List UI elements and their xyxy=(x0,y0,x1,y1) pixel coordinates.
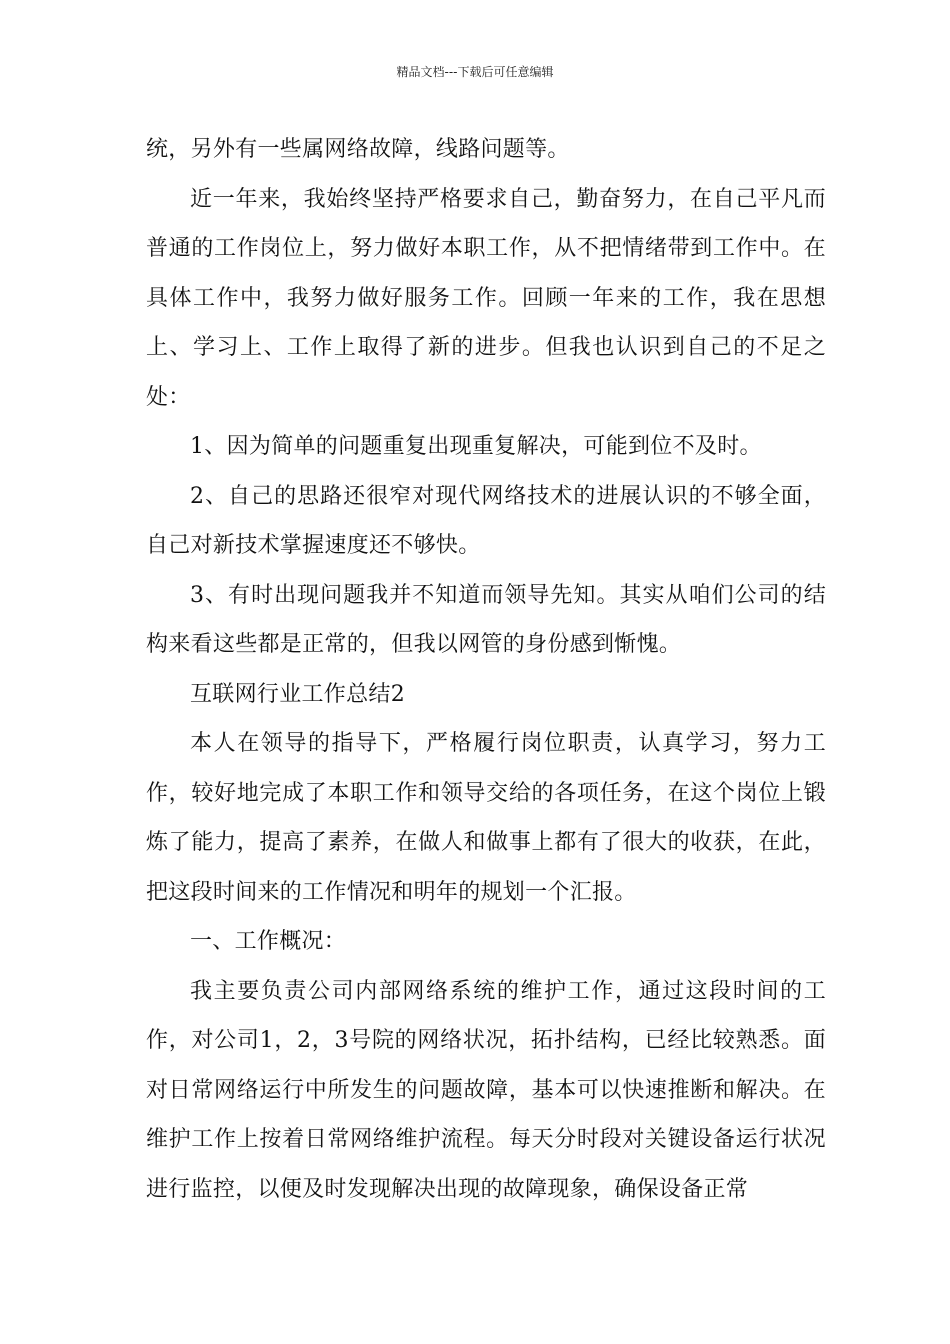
paragraph-shortcoming-2: 2、自己的思路还很窄对现代网络技术的进展认识的不够全面，自己对新技术掌握速度还不够快。 xyxy=(146,483,826,558)
section-heading-overview: 一、工作概况： xyxy=(190,929,347,954)
document-body xyxy=(146,125,826,1214)
paragraph-year-review: 近一年来，我始终坚持严格要求自己，勤奋努力，在自己平凡而普通的工作岗位上，努力做好本职工作，从不把情绪带到工作中。在具体工作中，我努力做好服务工作。回顾一年来的工作，我在思想上、学习上、工作上取得了新的进步。但我也认识到自己的不足之处： xyxy=(146,186,826,410)
section-title: 互联网行业工作总结2 xyxy=(190,681,405,707)
page-header: 精品文档---下载后可任意编辑 xyxy=(396,65,554,79)
paragraph-intro: 本人在领导的指导下，严格履行岗位职责，认真学习，努力工作，较好地完成了本职工作和领导交给的各项任务，在这个岗位上锻炼了能力，提高了素养，在做人和做事上都有了很大的收获，在此，把这段时间来的工作情况和明年的规划一个汇报。 xyxy=(146,731,826,905)
paragraph-overview: 我主要负责公司内部网络系统的维护工作，通过这段时间的工作，对公司1，2，3号院的网络状况，拓扑结构，已经比较熟悉。面对日常网络运行中所发生的问题故障，基本可以快速推断和解决。在维护工作上按着日常网络维护流程。每天分时段对关键设备运行状况进行监控，以便及时发现解决出现的故障现象，确保设备正常 xyxy=(146,978,826,1202)
paragraph-shortcoming-3: 3、有时出现问题我并不知道而领导先知。其实从咱们公司的结构来看这些都是正常的，但我以网管的身份感到惭愧。 xyxy=(146,582,826,657)
paragraph-continuation: 统，另外有一些属网络故障，线路问题等。 xyxy=(146,137,570,162)
paragraph-shortcoming-1: 1、因为简单的问题重复出现重复解决，可能到位不及时。 xyxy=(190,434,762,459)
